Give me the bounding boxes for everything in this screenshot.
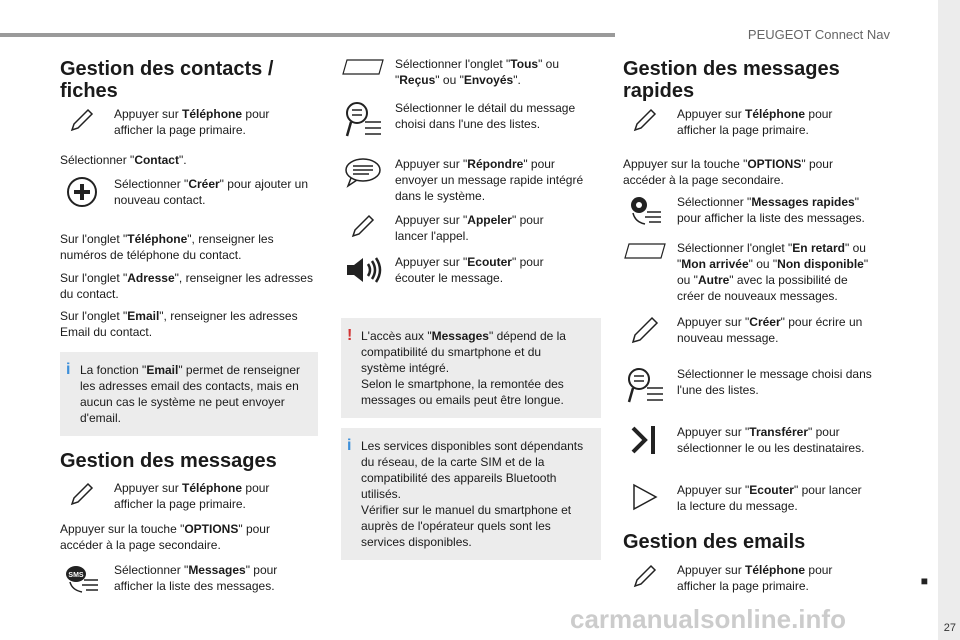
text: pour afficher la page primaire. [677,107,833,137]
text: pour afficher la page primaire. [114,107,270,137]
text: " pour accéder à la page secondaire. [60,522,270,552]
header-title: PEUGEOT Connect Nav [747,27,890,42]
text: L'accès aux " [361,329,432,343]
text: Appuyer sur [114,481,183,495]
text: Appuyer sur la touche " [60,522,185,536]
text: Appuyer sur " [395,213,468,227]
keyword: Téléphone [182,107,243,121]
keyword: En retard [792,241,845,255]
text: " dépend de la compatibilité du smartphone et du système intégré. [361,329,566,375]
step-create [60,176,314,208]
text: Sélectionner " [114,563,189,577]
keyword: Messages [188,563,246,577]
keyword: Téléphone [182,481,243,495]
text: Appuyer sur " [395,255,468,269]
keyword: Créer [188,177,220,191]
heading-quick-messages: Gestion des messages rapides [623,58,840,102]
text: Appuyer sur " [677,483,750,497]
heading-messages: Gestion des messages [60,450,277,472]
paragraph-email [60,308,310,340]
info-icon: i [66,361,71,378]
paragraph-contact [60,152,320,168]
step-quick-select-text: Sélectionner le message choisi dans l'une des listes. [677,367,872,397]
keyword: Ecouter [749,483,794,497]
step-quick-select [623,366,877,406]
text: La fonction " [80,363,147,377]
heading-emails: Gestion des emails [623,531,806,553]
warning-icon: ! [347,327,353,344]
step-phone-1 [60,106,294,138]
keyword: OPTIONS [184,522,239,536]
text: " pour écouter le message. [395,255,544,285]
note-warning [341,318,601,418]
paragraph-address [60,270,320,302]
text: " avec la possibilité de créer de nouveaux messages. [677,273,848,303]
keyword: Transférer [749,425,808,439]
text: Sur l'onglet " [60,232,128,246]
step-detail [341,100,580,140]
plus-circle-icon [60,176,104,208]
info-icon: i [347,437,352,454]
step-call [341,212,575,244]
pen-icon [623,314,667,346]
sms-icon [60,562,104,596]
keyword: Adresse [127,271,175,285]
text: Sélectionner " [114,177,189,191]
keyword: Téléphone [127,232,188,246]
text: Sélectionner l'onglet " [677,241,793,255]
keyword: Répondre [467,157,524,171]
header-rule [0,33,615,37]
paragraph-phone [60,231,310,263]
text: " ou " [677,241,866,271]
message-bubble-icon [341,156,385,188]
keyword: Ecouter [467,255,512,269]
step-reply [341,156,590,204]
step-phone-3 [623,106,857,138]
pen-icon [341,212,385,240]
keyword: Autre [697,273,730,287]
keyword: Email [127,309,160,323]
paragraph-options-3 [623,156,858,188]
text: " ou " [435,73,464,87]
note-warning-text-2: Selon le smartphone, la remontée des messages ou emails peut être longue. [361,377,564,407]
text: " pour écrire un nouveau message. [677,315,863,345]
text: " pour accéder à la page secondaire. [623,157,833,187]
keyword: Téléphone [745,563,806,577]
text: " pour afficher la liste des messages. [677,195,865,225]
note-services [341,428,601,560]
heading-contacts: Gestion des contacts / fiches [60,58,274,102]
keyword: Messages [431,329,489,343]
paragraph-options [60,521,300,553]
page-number: 27 [943,622,956,634]
search-list-icon [623,366,667,406]
text: Appuyer sur [114,107,183,121]
text: Appuyer sur [677,563,746,577]
text: " ou " [748,257,778,271]
pen-icon [623,562,667,590]
step-play [623,482,872,514]
step-quick-messages [623,194,872,228]
text: " pour afficher la liste des messages. [114,563,278,593]
text: Appuyer sur la touche " [623,157,748,171]
text: " pour envoyer un message rapide intégré dans le système. [395,157,584,203]
keyword: Téléphone [745,107,806,121]
text: Sur l'onglet " [60,309,128,323]
keyword: Reçus [399,73,436,87]
side-strip [938,0,960,640]
text: Sélectionner " [677,195,752,209]
text: " ou " [395,57,560,87]
pen-icon [60,480,104,508]
note-services-text-2: Vérifier sur le manuel du smartphone et auprès de l'opérateur quels sont les services disponibles. [361,503,572,549]
forward-icon [623,424,667,456]
text: Sur l'onglet " [60,271,128,285]
search-list-icon [341,100,385,140]
sms-icon-label: SMS [68,572,84,579]
continue-mark: ■ [920,574,928,588]
tab-icon [341,56,385,76]
text: " permet de renseigner les adresses email des contacts, mais en aucun cas le système ne peut envoyer d'email. [80,363,300,425]
keyword: Email [146,363,179,377]
text: pour afficher la page primaire. [114,481,270,511]
step-phone-2 [60,480,294,512]
step-listen [341,254,580,286]
keyword: Non disponible [777,257,864,271]
pen-icon [60,106,104,134]
keyword: Messages rapides [751,195,855,209]
settings-message-icon [623,194,667,228]
text: Appuyer sur " [395,157,468,171]
text: " pour sélectionner le ou les destinataires. [677,425,865,455]
pen-icon [623,106,667,134]
step-forward [623,424,872,456]
text: " pour lancer la lecture du message. [677,483,862,513]
text: " pour lancer l'appel. [395,213,544,243]
text: ". [513,73,521,87]
step-phone-4 [623,562,857,594]
text: Sélectionner " [60,153,135,167]
text: Appuyer sur " [677,425,750,439]
keyword: Créer [749,315,781,329]
tab-icon [623,240,667,260]
keyword: Mon arrivée [681,257,749,271]
text: " ou " [677,257,869,287]
watermark: carmanualsonline.info [570,604,846,634]
text: ", renseigner les adresses du contact. [60,271,313,301]
step-quick-create [623,314,872,346]
step-tabs [341,56,575,88]
note-services-text-1: Les services disponibles sont dépendants du réseau, de la carte SIM et de la compatibilité des appareils Bluetooth utilisés. [361,439,584,501]
step-detail-text: Sélectionner le détail du message choisi dans l'une des listes. [395,101,576,131]
text: ", renseigner les numéros de téléphone du contact. [60,232,274,262]
text: Appuyer sur [677,107,746,121]
text: ", renseigner les adresses Email du contact. [60,309,298,339]
keyword: OPTIONS [747,157,802,171]
keyword: Tous [510,57,539,71]
text: pour afficher la page primaire. [677,563,833,593]
text: ". [178,153,187,167]
text: Sélectionner l'onglet " [395,57,511,71]
keyword: Contact [134,153,179,167]
play-icon [623,482,667,512]
text: Appuyer sur " [677,315,750,329]
step-quick-tabs [623,240,877,304]
step-messages [60,562,294,596]
keyword: Envoyés [463,73,514,87]
speaker-icon [341,254,385,286]
note-email [60,352,318,436]
text: " pour ajouter un nouveau contact. [114,177,308,207]
keyword: Appeler [467,213,512,227]
